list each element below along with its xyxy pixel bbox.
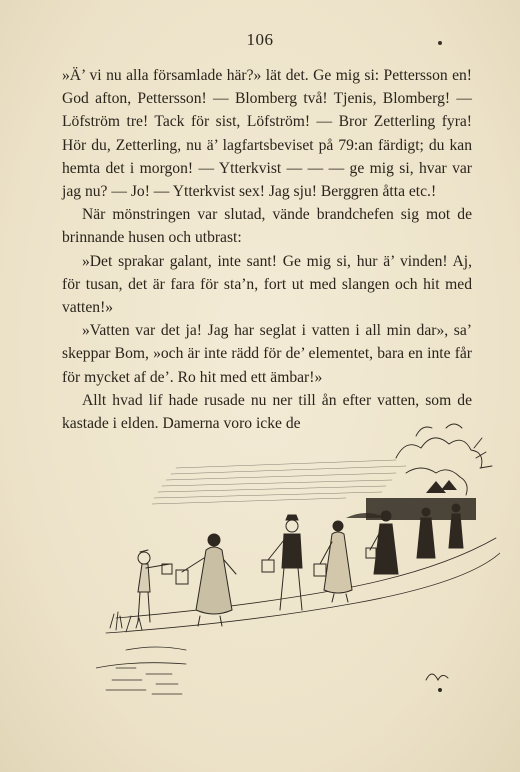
paragraph-roll-call: »Ä’ vi nu alla församlade här?» lät det. Ge mig si: Pettersson en! God afton, Pettersson! — Blomberg två! Tjenis, Blomberg! — Löfström tre! Tack för sist, Löfström! — Bror Zetterling fyra! Hör du, Zetterling, nu ä’ lagfartsbeviset på 79:an färdigt; du kan hemta det i morgon! — Ytterkvist — — — ge mig si, hvar var jag nu? — Jo! — Ytterkvist sex! Jag sju! Berggren åtta etc.! [62,67,472,201]
paragraph-skipper-bom: »Vatten var det ja! Jag har seglat i vatten i all min dar», sa’ skeppar Bom, »och är inte rädd för de’ elementet, bara en inte får för mycket af de’. Ro hit med ett ämbar!» [62,322,472,386]
body-text [62,64,472,435]
paragraph-muster-ended: När mönstringen var slutad, vände brandchefen sig mot de brinnande husen och utbrast: [62,206,472,247]
reeds [110,612,142,632]
page-number: 106 [246,30,274,49]
boy-figure [138,550,172,622]
paragraph-rush-to-river: Allt hvad lif hade rusade nu ner till ån efter vatten, som de kastade i elden. Damerna voro icke de [62,391,472,433]
bucket-brigade-illustration [96,418,500,718]
artist-signature [426,674,448,692]
woman-figure-3 [366,511,398,574]
water-ripples [106,668,182,694]
man-figure [262,515,302,610]
smoke-illustration [396,424,492,495]
sky-hatching [152,460,406,504]
woman-figure-1 [176,534,236,626]
printer-dot [438,41,442,45]
paragraph-fire-chief-speech: »Det sprakar galant, inte sant! Ge mig si, hur ä’ vinden! Aj, för tusan, det är fara för sta’n, fort ut med slangen och hit med vatten!» [62,252,472,317]
woman-figure-2 [314,521,352,602]
